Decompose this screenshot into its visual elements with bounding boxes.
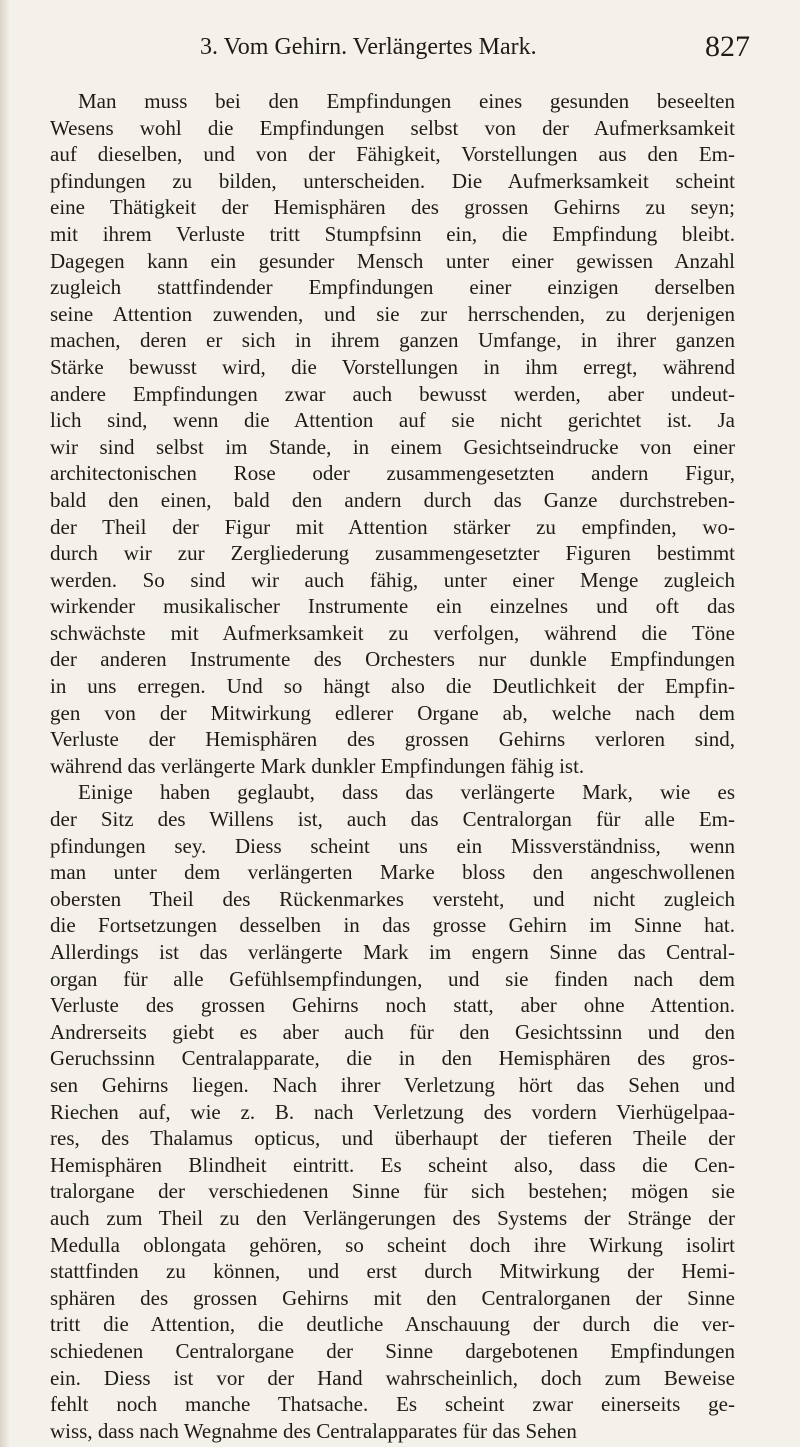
text-line: schwächste mit Aufmerksamkeit zu verfolgen, während die Töne	[50, 620, 735, 645]
paragraph	[50, 88, 735, 779]
text-line: Man muss bei den Empfindungen eines gesunden beseelten	[78, 89, 735, 113]
text-line: res, des Thalamus opticus, und überhaupt der tieferen Theile der	[50, 1126, 735, 1151]
text-line: der Sitz des Willens ist, auch das Centralorgan für alle Em-	[50, 807, 735, 832]
text-line: der anderen Instrumente des Orchesters nur dunkle Empfindungen	[50, 647, 735, 672]
text-line: durch wir zur Zergliederung zusammengesetzter Figuren bestimmt	[50, 541, 735, 566]
text-line: man unter dem verlängerten Marke bloss den angeschwollenen	[50, 860, 735, 885]
text-line: sphären des grossen Gehirns mit den Centralorganen der Sinne	[50, 1285, 735, 1310]
text-line: die Fortsetzungen desselben in das grosse Gehirn im Sinne hat.	[50, 913, 735, 938]
text-line: schiedenen Centralorgane der Sinne dargebotenen Empfindungen	[50, 1338, 735, 1363]
text-line: während das verlängerte Mark dunkler Empfindungen fähig ist.	[50, 753, 585, 778]
text-line: lich sind, wenn die Attention auf sie nicht gerichtet ist. Ja	[50, 408, 735, 433]
text-line: Hemisphären Blindheit eintritt. Es scheint also, dass die Cen-	[50, 1152, 735, 1177]
text-line: pfindungen sey. Diess scheint uns ein Missverständniss, wenn	[50, 833, 735, 858]
text-line: der Theil der Figur mit Attention stärker zu empfinden, wo-	[50, 514, 735, 539]
text-line: stattfinden zu können, und erst durch Mitwirkung der Hemi-	[50, 1259, 735, 1284]
text-line: gen von der Mitwirkung edlerer Organe ab, welche nach dem	[50, 700, 735, 725]
text-line: ein. Diess ist vor der Hand wahrscheinlich, doch zum Beweise	[50, 1365, 735, 1390]
text-line: auch zum Theil zu den Verlängerungen des Systems der Stränge der	[50, 1205, 735, 1230]
text-line: andere Empfindungen zwar auch bewusst werden, aber undeut-	[50, 381, 735, 406]
text-line: Allerdings ist das verlängerte Mark im engern Sinne das Central-	[50, 940, 735, 964]
text-line: Wesens wohl die Empfindungen selbst von der Aufmerksamkeit	[50, 115, 735, 140]
text-line: Andrerseits giebt es aber auch für den Gesichtssinn und den	[50, 1019, 735, 1044]
text-line: fehlt noch manche Thatsache. Es scheint zwar einerseits ge-	[50, 1392, 735, 1417]
text-line: machen, deren er sich in ihrem ganzen Umfange, in ihrer ganzen	[50, 328, 735, 353]
text-line: wir sind selbst im Stande, in einem Gesichtseindrucke von einer	[50, 434, 735, 459]
text-line: Stärke bewusst wird, die Vorstellungen in ihm erregt, während	[50, 354, 735, 379]
text-line: tritt die Attention, die deutliche Anschauung der durch die ver-	[50, 1312, 735, 1337]
text-line: zugleich stattfindender Empfindungen einer einzigen derselben	[50, 275, 735, 300]
body-text	[50, 88, 735, 1444]
text-line: Verluste der Hemisphären des grossen Gehirns verloren sind,	[50, 727, 735, 752]
text-line: pfindungen zu bilden, unterscheiden. Die Aufmerksamkeit scheint	[50, 168, 735, 193]
text-line: architectonischen Rose oder zusammengesetzten andern Figur,	[50, 461, 735, 486]
text-line: Riechen auf, wie z. B. nach Verletzung des vordern Vierhügelpaa-	[50, 1099, 735, 1124]
text-line: Einige haben geglaubt, dass das verlängerte Mark, wie es	[78, 780, 735, 805]
running-head	[100, 28, 750, 68]
text-line: sen Gehirns liegen. Nach ihrer Verletzung hört das Sehen und	[50, 1072, 735, 1097]
text-line: Dagegen kann ein gesunder Mensch unter einer gewissen Anzahl	[50, 248, 735, 273]
text-line: in uns erregen. Und so hängt also die Deutlichkeit der Empfin-	[50, 674, 735, 699]
text-line: auf dieselben, und von der Fähigkeit, Vorstellungen aus den Em-	[50, 142, 735, 167]
text-line: eine Thätigkeit der Hemisphären des grossen Gehirns zu seyn;	[50, 195, 735, 220]
text-line: organ für alle Gefühlsempfindungen, und sie finden nach dem	[50, 966, 735, 991]
text-line: Verluste des grossen Gehirns noch statt, aber ohne Attention.	[50, 993, 735, 1018]
text-line: tralorgane der verschiedenen Sinne für sich bestehen; mögen sie	[50, 1179, 735, 1204]
text-line: werden. So sind wir auch fähig, unter einer Menge zugleich	[50, 567, 735, 592]
text-line: mit ihrem Verluste tritt Stumpfsinn ein, die Empfindung bleibt.	[50, 221, 735, 246]
text-line: Geruchssinn Centralapparate, die in den Hemisphären des gros-	[50, 1046, 735, 1071]
chapter-heading: 3. Vom Gehirn. Verlängertes Mark.	[200, 34, 537, 60]
page-number: 827	[705, 30, 750, 63]
text-line: bald den einen, bald den andern durch das Ganze durchstreben-	[50, 487, 735, 512]
text-line: seine Attention zuwenden, und sie zur herrschenden, zu derjenigen	[50, 301, 735, 326]
page-gutter-shadow	[0, 0, 10, 1447]
text-line: Medulla oblongata gehören, so scheint doch ihre Wirkung isolirt	[50, 1232, 735, 1257]
text-line: wirkender musikalischer Instrumente ein einzelnes und oft das	[50, 594, 735, 619]
paragraph	[50, 779, 735, 1444]
text-line: obersten Theil des Rückenmarkes versteht, und nicht zugleich	[50, 886, 735, 911]
text-line: wiss, dass nach Wegnahme des Centralapparates für das Sehen	[50, 1418, 577, 1443]
